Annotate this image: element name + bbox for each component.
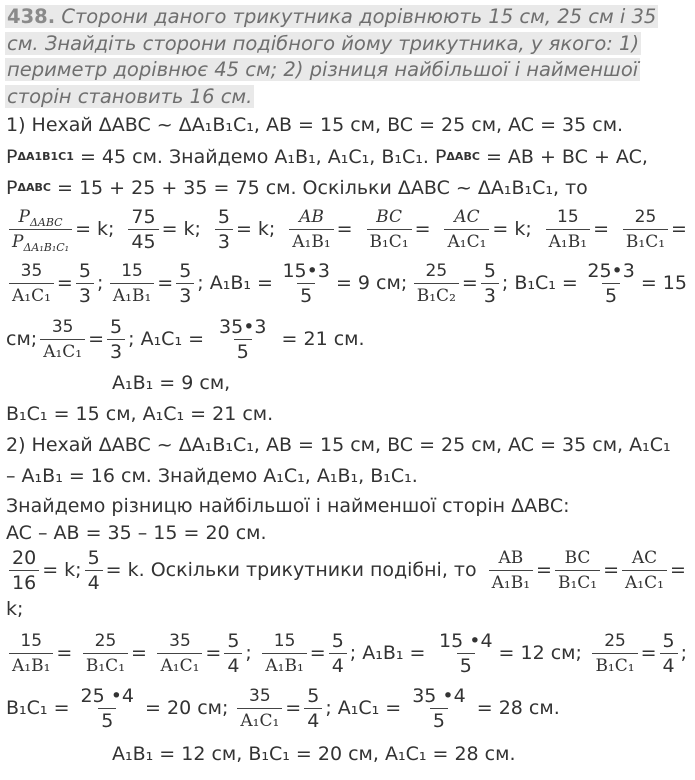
p2-line-k: k; [6,598,24,620]
perimeter-symbol: P [6,177,18,199]
p1-ac-line: см; $\frac{35}{\text{A₁C₁}}$ = $\frac{5}{3}$ ; A₁C₁ = $\frac{35•3}{5}$ = 21 см. [6,315,365,363]
p1-line2-b: = AB + BC + AC, [479,146,648,168]
fraction: $\frac{35}{\text{A₁C₁}}$ [237,685,282,732]
p2-answers-line: B₁C₁ = $\frac{25 •4}{5}$ = 20 см; $\frac{35}{\text{A₁C₁}}$ = $\frac{5}{4}$ ; A₁C₁ = $\frac{35 •4}{5}$ = 28 см. [6,684,560,732]
fraction: $\frac{15•3}{5}$ [282,259,330,307]
fraction: $\frac{25 •4}{5}$ [80,684,135,732]
fraction: $\frac{BC}{\text{B₁C₁}}$ [367,206,412,253]
fraction: $\frac{35}{\text{A₁C₁}}$ [40,316,85,363]
fraction: $\frac{AC}{\text{A₁C₁}}$ [444,206,489,253]
p1-answer-a: A₁B₁ = 9 см, [112,372,231,394]
fraction: $\frac{15 •4}{5}$ [439,629,493,677]
perimeter-sub-2: ΔABC [446,150,480,163]
fraction: $\frac{35•3}{5}$ [219,315,267,363]
p1-line2 [6,140,687,174]
fraction: $\frac{BC}{\text{B₁C₁}}$ [555,547,600,594]
p1-line1 [6,108,687,142]
fraction: $\frac{35 •4}{5}$ [412,684,466,732]
fraction: $\frac{AB}{\text{A₁B₁}}$ [289,206,333,253]
fraction: $\frac{15}{\text{A₁B₁}}$ [9,630,53,677]
p2-line3: Знайдемо різницю найбільшої і найменшої сторін ΔABC: [6,495,570,517]
p2-proportion-line: $\frac{20}{16}$ = k; $\frac{5}{4}$ = k. Оскільки трикутники подібні, то $\frac{AB}{\text{A₁B₁}}$ = $\frac{BC}{\text{B₁C₁}}$ = $\frac{AC}{\text{A₁C₁}}$ = [6,545,687,595]
perimeter-symbol: P [6,146,18,168]
fraction: $\frac{35}{\text{A₁C₁}}$ [9,260,54,307]
fraction: $\frac{20}{16}$ [9,547,39,594]
p2-line2: – A₁B₁ = 16 см. Знайдемо A₁C₁, A₁B₁, B₁C₁. [6,465,418,487]
fraction: $\frac{25•3}{5}$ [587,259,635,307]
p2-line1: 2) Нехай ΔABC ~ ΔA₁B₁C₁, AB = 15 см, BC = 25 см, AC = 35 см, A₁C₁ [6,434,671,456]
fraction: $\frac{5}{3}$ [215,206,233,253]
fraction: $\frac{35}{\text{A₁C₁}}$ [157,630,202,677]
fraction: $\frac{15}{\text{A₁B₁}}$ [262,630,306,677]
fraction: $\frac{P_{\Delta ABC}}{P_{\Delta A_1B_1C_1}}$ [9,206,72,253]
task-text: Сторони даного трикутника дорівнюють 15 см, 25 см і 35 см. Знайдіть сторони подібного йому трикутника, у якого: 1) периметр дорівнює 45 см; 2) різниця найбільшої і найменшої сторін становить 16 см. [7,5,657,108]
fraction: $\frac{75}{45}$ [128,206,158,253]
fraction: $\frac{25}{\text{B₁C₂}}$ [414,260,459,307]
fraction: $\frac{5}{3}$ [481,260,499,307]
fraction: $\frac{15}{\text{A₁B₁}}$ [546,206,590,253]
p2-line4: AC – AB = 35 – 15 = 20 см. [6,522,267,544]
perimeter-sub: ΔABC [17,181,51,194]
p2-solve-line: $\frac{15}{\text{A₁B₁}}$ = $\frac{25}{\text{B₁C₁}}$ = $\frac{35}{\text{A₁C₁}}$ = $\frac{5}{4}$ ; $\frac{15}{\text{A₁B₁}}$ = $\frac{5}{4}$ ; A₁B₁ = $\frac{15 •4}{5}$ = 12 см; $\frac{25}{\text{B₁C₁}}$ = $\frac{5}{4}$ ; [6,628,687,678]
task-number: 438. [7,5,56,28]
fraction: $\frac{5}{4}$ [660,630,678,677]
fraction: $\frac{5}{4}$ [85,547,103,594]
p1-solve-line: $\frac{35}{\text{A₁C₁}}$ = $\frac{5}{3}$ ; $\frac{15}{\text{A₁B₁}}$ = $\frac{5}{3}$ ; A₁B₁ = $\frac{15•3}{5}$ = 9 см; $\frac{25}{\text{B₁C₂}}$ = $\frac{5}{3}$ ; B₁C₁ = $\frac{25•3}{5}$ = 15 [6,258,687,308]
fraction: $\frac{5}{3}$ [76,260,94,307]
p1-line3 [6,171,687,205]
fraction: $\frac{AB}{\text{A₁B₁}}$ [489,547,533,594]
p1-answer-b: B₁C₁ = 15 см, A₁C₁ = 21 см. [6,403,274,425]
p1-line3-a: = 15 + 25 + 35 = 75 см. Оскільки ΔABC ~ ΔA₁B₁C₁, то [50,177,588,199]
p1-line1-text: 1) Нехай ΔABC ~ ΔA₁B₁C₁, AB = 15 см, BC = 25 см, AC = 35 см. [6,114,624,136]
fraction: $\frac{5}{4}$ [329,630,347,677]
fraction: $\frac{15}{\text{A₁B₁}}$ [110,260,154,307]
fraction: $\frac{5}{4}$ [304,685,322,732]
fraction: $\frac{5}{3}$ [176,260,194,307]
p1-proportion-line: $\frac{P_{\Delta ABC}}{P_{\Delta A_1B_1C_1}}$ = k; $\frac{75}{45}$ = k; $\frac{5}{3}$ = k; $\frac{AB}{\text{A₁B₁}}$ = $\frac{BC}{\text{B₁C₁}}$ = $\frac{AC}{\text{A₁C₁}}$ = k; $\frac{15}{\text{A₁B₁}}$ = $\frac{25}{\text{B₁C₁}}$ = [6,205,687,253]
fraction: $\frac{5}{4}$ [224,630,242,677]
p1-line2-a: = 45 см. Знайдемо A₁B₁, A₁C₁, B₁C₁. P [73,146,447,168]
fraction: $\frac{AC}{\text{A₁C₁}}$ [622,547,667,594]
fraction: $\frac{25}{\text{B₁C₁}}$ [592,630,637,677]
perimeter-sub: ΔA1B1C1 [17,150,74,163]
fraction: $\frac{5}{3}$ [107,316,125,363]
task-statement [5,4,675,110]
p2-final-answer: A₁B₁ = 12 см, B₁C₁ = 20 см, A₁C₁ = 28 см. [112,743,516,765]
fraction: $\frac{25}{\text{B₁C₁}}$ [83,630,128,677]
fraction: $\frac{25}{\text{B₁C₁}}$ [623,206,668,253]
